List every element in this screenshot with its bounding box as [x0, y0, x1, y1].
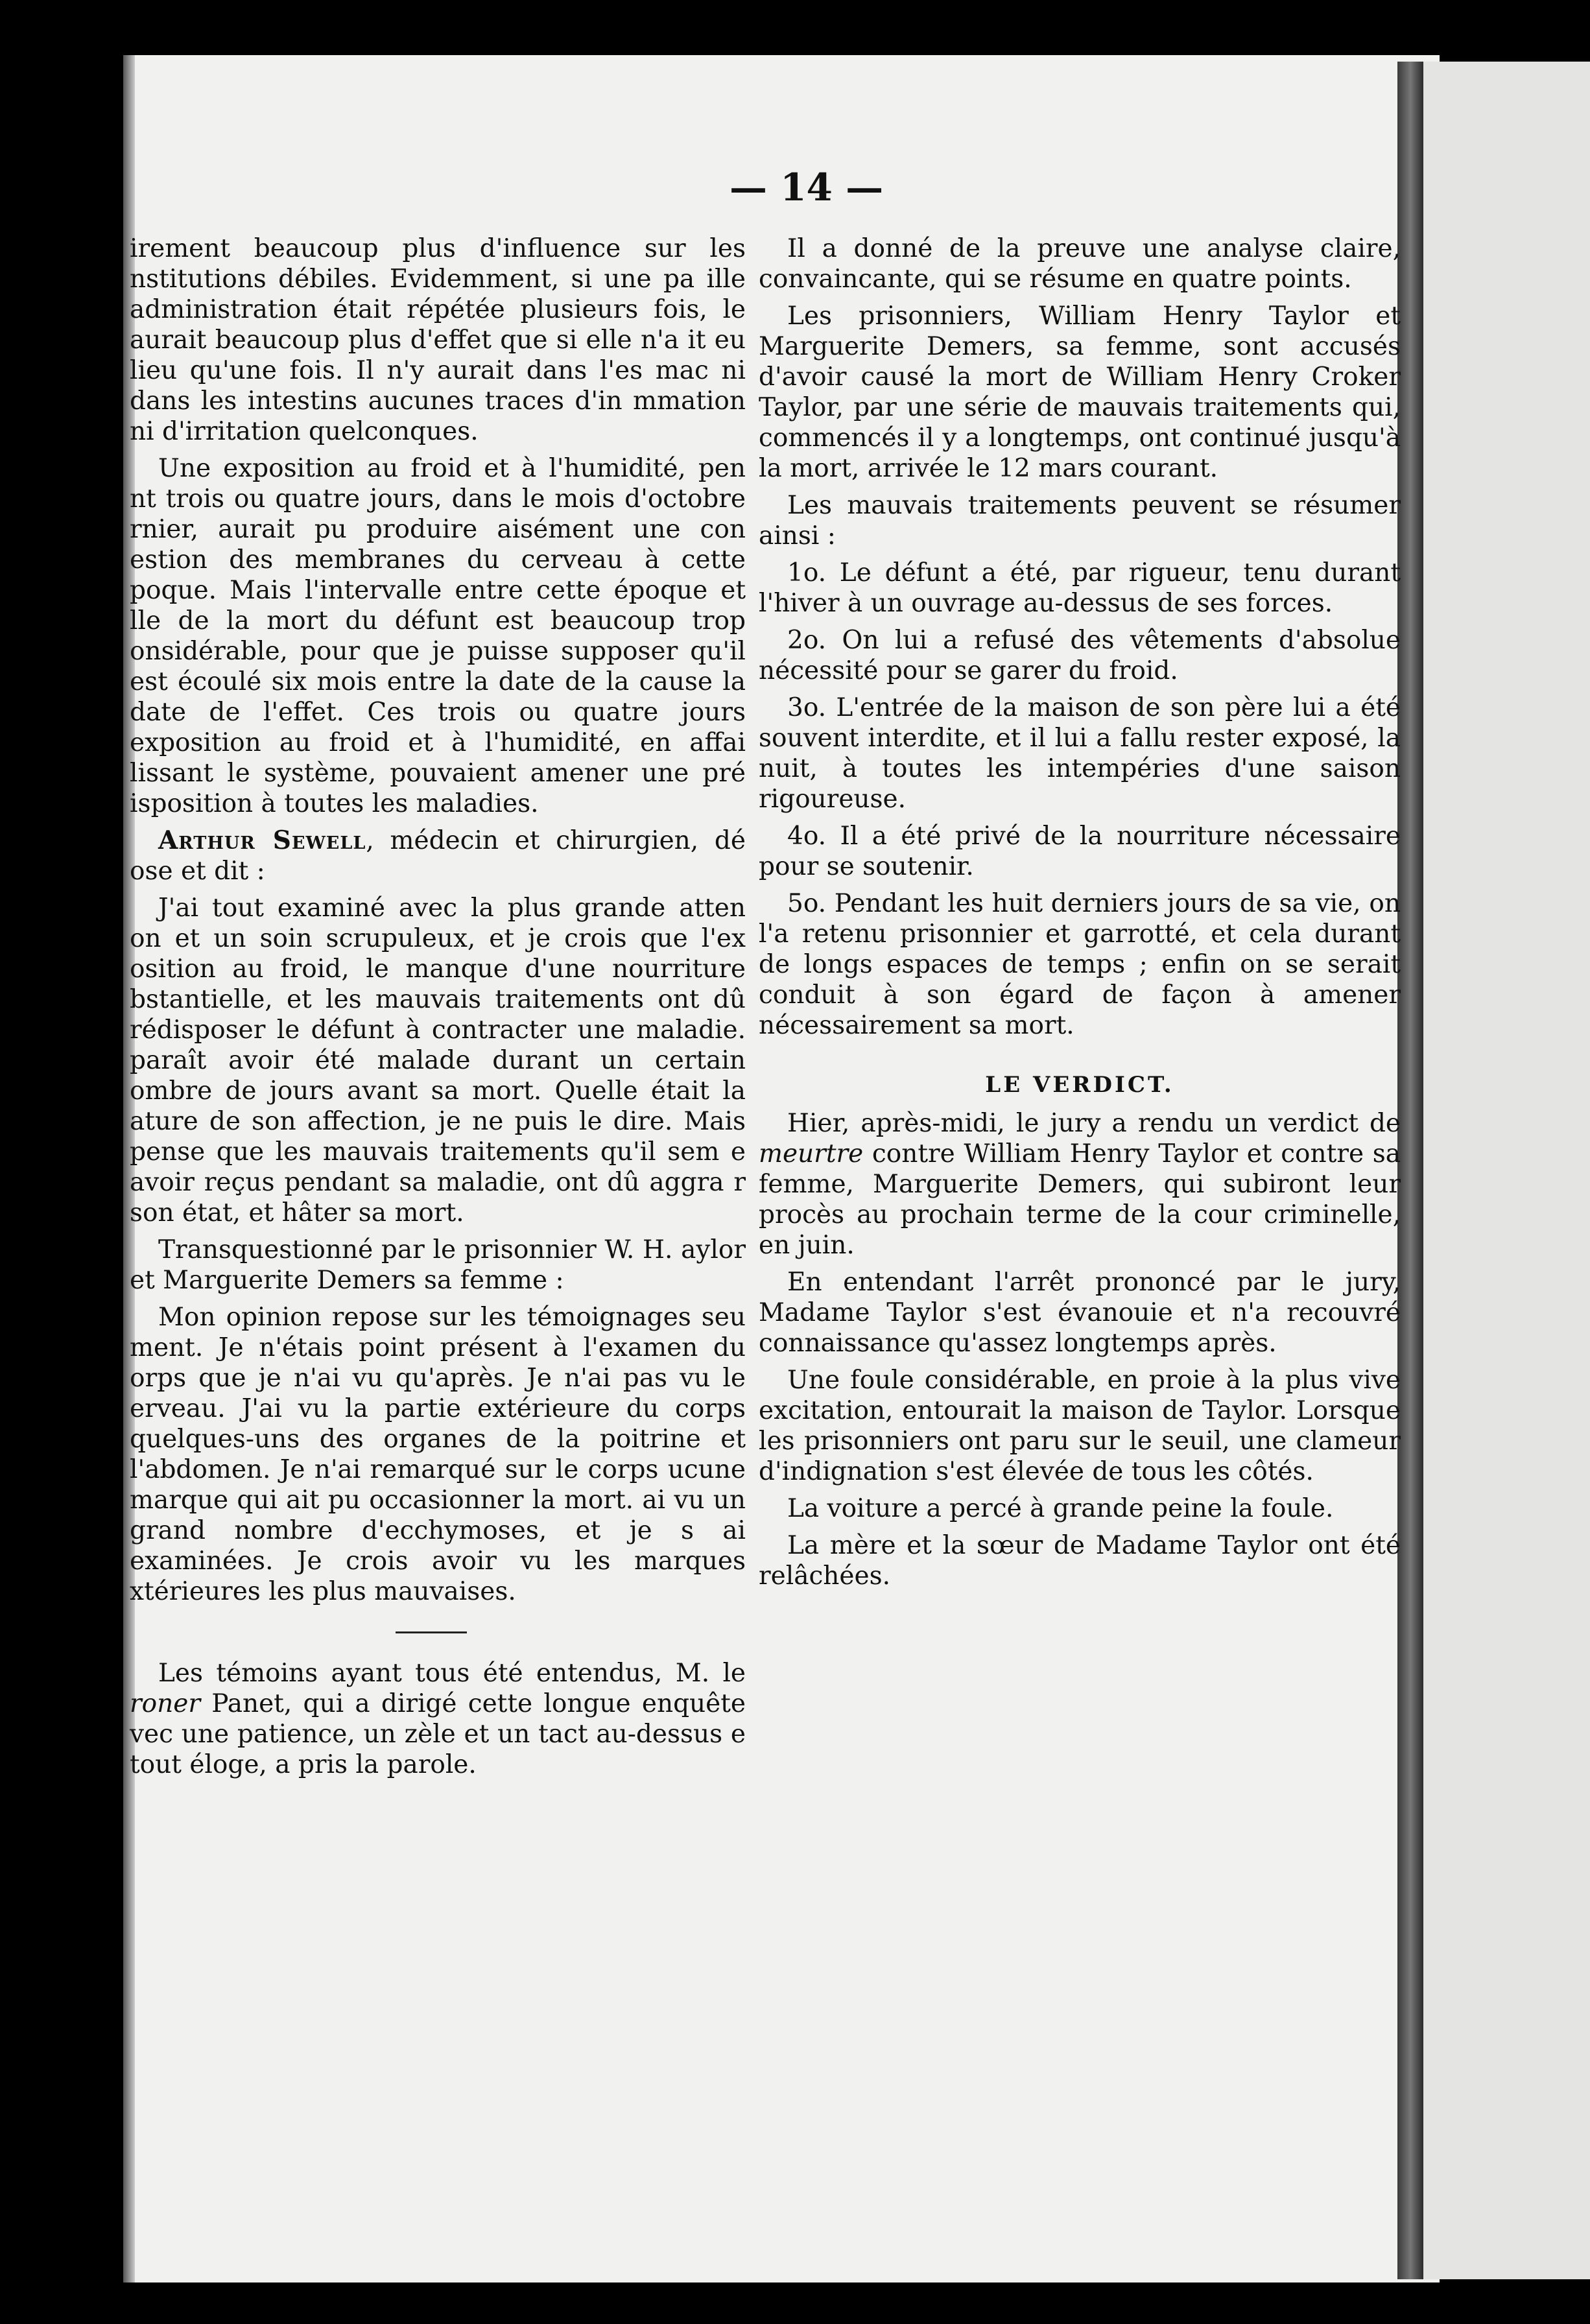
- closing-text-end: Panet, qui a dirigé cette longue enquête vec une patience, un zèle et un tact au-dessus e tout éloge, a pris la parole.: [130, 1689, 746, 1779]
- witness-name: Arthur Sewell: [158, 825, 366, 855]
- paragraph: Mon opinion repose sur les témoignages seu ment. Je n'étais point présent à l'examen du orps que je n'ai vu qu'après. Je n'ai pas vu le erveau. J'ai vu la partie extérieure du corps quelques-uns des organes de la poitrine et l'abdomen. Je n'ai remarqué sur le corps ucune marque qui ait pu occasionner la mort. ai vu un grand nombre d'ecchymoses, et je s ai examinées. Je crois avoir vu les marques xtérieures les plus mauvaises.: [130, 1303, 746, 1606]
- paragraph: En entendant l'arrêt prononcé par le jury, Madame Taylor s'est évanouie et n'a recouvré connaissance qu'assez longtemps après.: [759, 1268, 1401, 1358]
- right-column: [759, 233, 1401, 1598]
- list-item: 3o. L'entrée de la maison de son père lui a été souvent interdite, et il lui a fallu rester exposé, la nuit, à toutes les intempéries d'une saison rigoureuse.: [759, 693, 1401, 814]
- paragraph: Transquestionné par le prisonnier W. H. aylor et Marguerite Demers sa femme :: [130, 1235, 746, 1295]
- page-number: — 14 —: [730, 165, 884, 209]
- paragraph: J'ai tout examiné avec la plus grande atten on et un soin scrupuleux, et je crois que l'ex osition au froid, le manque d'une nourriture bstantielle, et les mauvais traitements ont dû rédisposer le défunt à contracter une maladie. paraît avoir été malade durant un certain ombre de jours avant sa mort. Quelle était la ature de son affection, je ne puis le dire. Mais pense que les mauvais traitements qu'il sem e avoir reçus pendant sa maladie, ont dû aggra r son état, et hâter sa mort.: [130, 894, 746, 1227]
- paragraph: Les prisonniers, William Henry Taylor et Marguerite Demers, sa femme, sont accusés d'avoir causé la mort de William Henry Croker Taylor, par une série de mauvais traitements qui, commencés il y a longtemps, ont continué jusqu'à la mort, arrivée le 12 mars courant.: [759, 302, 1401, 483]
- verdict-paragraph: [759, 1108, 1401, 1261]
- paragraph: La mère et la sœur de Madame Taylor ont été relâchées.: [759, 1531, 1401, 1591]
- left-column: [130, 233, 746, 1786]
- list-item: 5o. Pendant les huit derniers jours de sa vie, on l'a retenu prisonnier et garrotté, et cela durant de longs espaces de temps ; enfin on se serait conduit à son égard de façon à amener nécessairement sa mort.: [759, 889, 1401, 1040]
- verdict-heading: LE VERDICT.: [985, 1072, 1174, 1098]
- paragraph: Les mauvais traitements peuvent se résumer ainsi :: [759, 491, 1401, 551]
- paragraph: Il a donné de la preuve une analyse claire, convaincante, qui se résume en quatre points.: [759, 234, 1401, 294]
- closing-paragraph: [130, 1658, 746, 1780]
- paragraph: Une foule considérable, en proie à la plus vive excitation, entourait la maison de Taylor. Lorsque les prisonniers ont paru sur le seuil, une clameur d'indignation s'est élevée de tous les côtés.: [759, 1366, 1401, 1486]
- verdict-text: Hier, après-midi, le jury a rendu un verdict de: [787, 1109, 1401, 1138]
- list-item: 1o. Le défunt a été, par rigueur, tenu durant l'hiver à un ouvrage au-dessus de ses forces.: [759, 558, 1401, 618]
- list-item: 2o. On lui a refusé des vêtements d'absolue nécessité pour se garer du froid.: [759, 626, 1401, 685]
- paragraph: La voiture a percé à grande peine la foule.: [787, 1494, 1334, 1523]
- binding-gutter: [1397, 62, 1423, 2279]
- verdict-italic: meurtre: [759, 1139, 864, 1168]
- verdict-text-end: contre William Henry Taylor et contre sa femme, Marguerite Demers, qui subiront leur procès au prochain terme de la cour criminelle, en juin.: [759, 1139, 1401, 1260]
- paragraph: Une exposition au froid et à l'humidité, pen nt trois ou quatre jours, dans le mois d'octobre rnier, aurait pu produire aisément une con estion des membranes du cerveau à cette poque. Mais l'intervalle entre cette époque et lle de la mort du défunt est beaucoup trop onsidérable, pour que je puisse supposer qu'il est écoulé six mois entre la date de la cause la date de l'effet. Ces trois ou quatre jours exposition au froid et à l'humidité, en affai lissant le système, pouvaient amener une pré isposition à toutes les maladies.: [130, 454, 746, 818]
- list-item: 4o. Il a été privé de la nourriture nécessaire pour se soutenir.: [759, 822, 1401, 881]
- sewell-deposition-intro: [130, 825, 746, 886]
- closing-italic: roner: [130, 1689, 200, 1718]
- closing-text: Les témoins ayant tous été entendus, M. le: [158, 1659, 746, 1688]
- facing-page-edge: [1423, 62, 1590, 2279]
- witness-intro: , médecin et chirurgien, dé ose et dit :: [130, 826, 746, 886]
- paragraph: irement beaucoup plus d'influence sur les nstitutions débiles. Evidemment, si une pa ille administration était répétée plusieurs fois, le aurait beaucoup plus d'effet que si elle n'a it eu lieu qu'une fois. Il n'y aurait dans l'es mac ni dans les intestins aucunes traces d'in mmation ni d'irritation quelconques.: [130, 234, 746, 446]
- section-separator: [396, 1631, 467, 1633]
